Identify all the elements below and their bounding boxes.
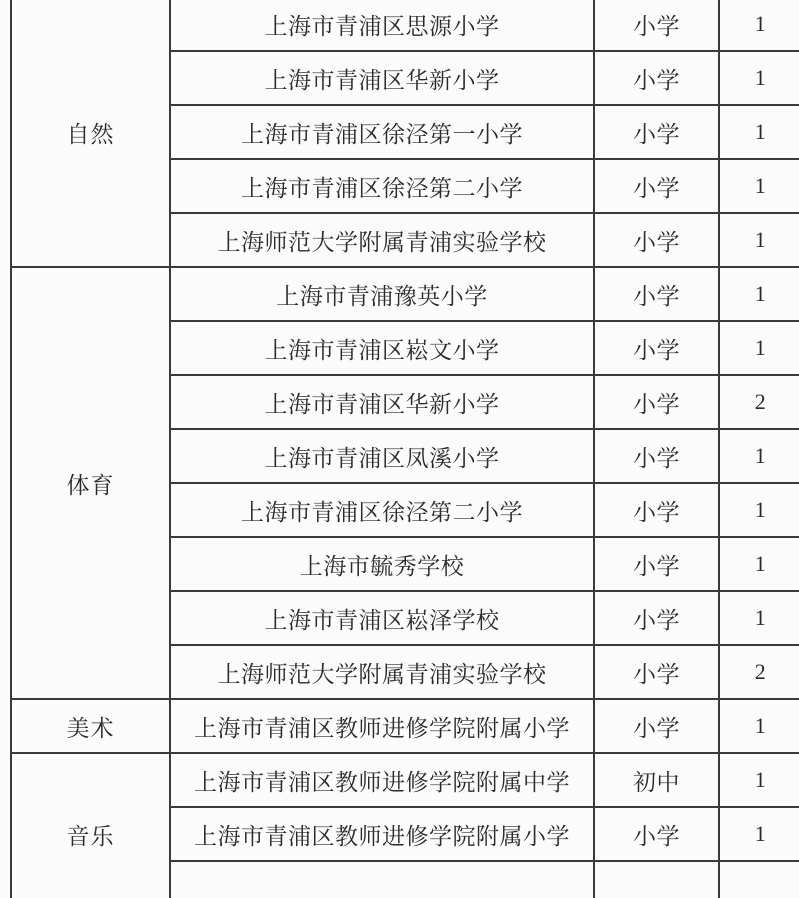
count-cell: 1: [719, 213, 799, 267]
level-cell: 小学: [594, 591, 719, 645]
school-cell: 上海市青浦区徐泾第二小学: [170, 159, 594, 213]
level-cell: 小学: [594, 699, 719, 753]
count-cell: 1: [719, 753, 799, 807]
school-cell: 上海市青浦区教师进修学院附属中学: [170, 753, 594, 807]
table-row: [11, 753, 799, 807]
school-cell: 上海市青浦区思源小学: [170, 0, 594, 51]
school-cell-empty: [170, 861, 594, 898]
school-cell: 上海市青浦豫英小学: [170, 267, 594, 321]
count-cell-empty: [719, 861, 799, 898]
school-cell: 上海市青浦区教师进修学院附属小学: [170, 807, 594, 861]
level-cell: 小学: [594, 51, 719, 105]
count-cell: 1: [719, 537, 799, 591]
school-cell: 上海师范大学附属青浦实验学校: [170, 213, 594, 267]
count-cell: 1: [719, 105, 799, 159]
school-cell: 上海市青浦区崧泽学校: [170, 591, 594, 645]
count-cell: 2: [719, 645, 799, 699]
count-cell: 1: [719, 321, 799, 375]
level-cell: 小学: [594, 807, 719, 861]
school-cell: 上海市青浦区教师进修学院附属小学: [170, 699, 594, 753]
level-cell: 小学: [594, 213, 719, 267]
level-cell: 小学: [594, 159, 719, 213]
level-cell: 小学: [594, 645, 719, 699]
school-cell: 上海市青浦区华新小学: [170, 375, 594, 429]
level-cell: 初中: [594, 753, 719, 807]
subject-cell: 音乐: [11, 753, 170, 898]
count-cell: 1: [719, 159, 799, 213]
school-cell: 上海师范大学附属青浦实验学校: [170, 645, 594, 699]
subject-cell: 自然: [11, 0, 170, 267]
count-cell: 1: [719, 699, 799, 753]
count-cell: 1: [719, 429, 799, 483]
level-cell: 小学: [594, 429, 719, 483]
level-cell: 小学: [594, 0, 719, 51]
level-cell: 小学: [594, 375, 719, 429]
level-cell: 小学: [594, 267, 719, 321]
level-cell-empty: [594, 861, 719, 898]
subject-cell: 美术: [11, 699, 170, 753]
level-cell: 小学: [594, 537, 719, 591]
table-row: [11, 0, 799, 51]
count-cell: 1: [719, 0, 799, 51]
count-cell: 1: [719, 591, 799, 645]
school-cell: 上海市青浦区华新小学: [170, 51, 594, 105]
school-cell: 上海市青浦区徐泾第二小学: [170, 483, 594, 537]
level-cell: 小学: [594, 321, 719, 375]
level-cell: 小学: [594, 105, 719, 159]
count-cell: 1: [719, 807, 799, 861]
table-row: [11, 699, 799, 753]
teacher-quota-table: [10, 0, 799, 898]
count-cell: 2: [719, 375, 799, 429]
level-cell: 小学: [594, 483, 719, 537]
school-cell: 上海市毓秀学校: [170, 537, 594, 591]
count-cell: 1: [719, 51, 799, 105]
school-cell: 上海市青浦区徐泾第一小学: [170, 105, 594, 159]
school-cell: 上海市青浦区凤溪小学: [170, 429, 594, 483]
school-cell: 上海市青浦区崧文小学: [170, 321, 594, 375]
count-cell: 1: [719, 267, 799, 321]
count-cell: 1: [719, 483, 799, 537]
subject-cell: 体育: [11, 267, 170, 699]
table-row: [11, 267, 799, 321]
